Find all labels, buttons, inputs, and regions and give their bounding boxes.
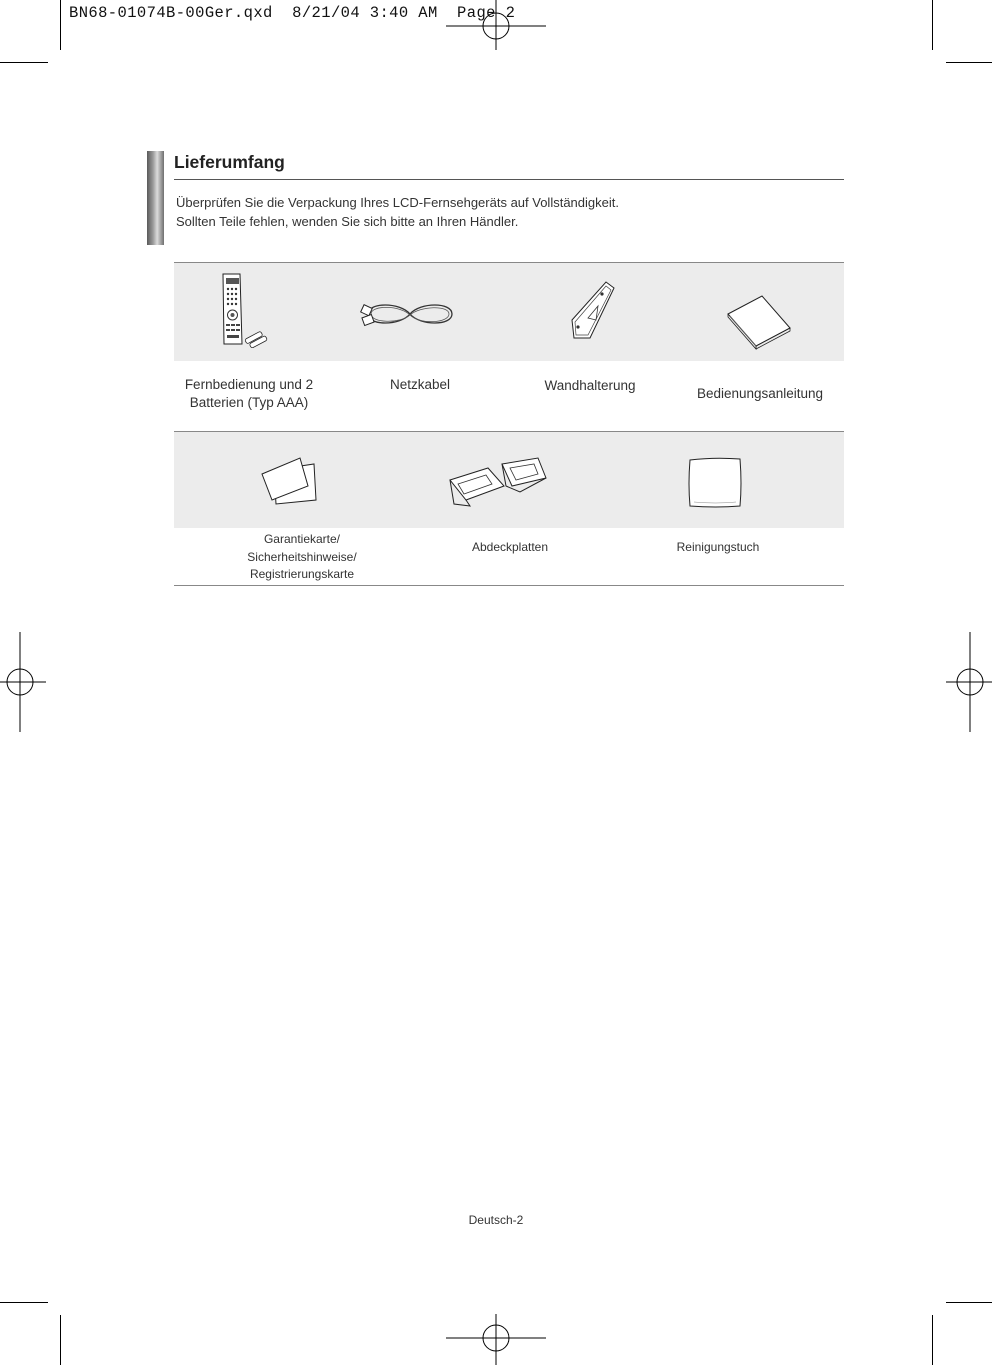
page-number: Deutsch-2 (468, 1213, 524, 1227)
remote-control-icon (218, 272, 268, 350)
caption-line: Registrierungskarte (249, 567, 355, 581)
section-marker-bar (147, 151, 164, 245)
caption-line: Garantiekarte/ (263, 532, 341, 546)
item-caption-remote (174, 376, 324, 412)
item-caption-wall-bracket (520, 377, 660, 395)
wall-bracket-icon (566, 280, 618, 342)
cards-icon (260, 456, 320, 504)
table-rule (174, 585, 844, 586)
item-caption-cloth (648, 539, 788, 557)
item-caption-cover-plates (440, 539, 580, 557)
caption-line: Netzkabel (389, 377, 451, 392)
caption-line: Fernbedienung und 2 (184, 377, 314, 392)
intro-line: Überprüfen Sie die Verpackung Ihres LCD-Fernsehgeräts auf Vollständigkeit. (176, 195, 619, 210)
registration-mark-right-icon (946, 632, 992, 732)
caption-line: Wandhalterung (544, 378, 636, 393)
section-title: Lieferumfang (174, 152, 285, 172)
registration-mark-bottom-icon (446, 1314, 546, 1365)
intro-text (176, 193, 619, 231)
caption-line: Reinigungstuch (676, 540, 760, 554)
item-caption-cards (222, 531, 382, 584)
title-rule (174, 179, 844, 180)
item-caption-manual (680, 385, 840, 403)
cloth-icon (686, 456, 744, 510)
caption-line: Sicherheitshinweise/ (247, 549, 357, 564)
registration-mark-left-icon (0, 632, 46, 732)
manual-icon (726, 294, 792, 346)
caption-line: Abdeckplatten (471, 540, 549, 554)
print-slug: BN68-01074B-00Ger.qxd 8/21/04 3:40 AM Page 2 (69, 4, 516, 22)
item-caption-power-cable (360, 376, 480, 394)
caption-line: Bedienungsanleitung (696, 386, 824, 401)
intro-line: Sollten Teile fehlen, wenden Sie sich bitte an Ihren Händler. (176, 214, 519, 229)
registration-mark-top-icon (446, 0, 546, 50)
power-cable-icon (360, 294, 460, 334)
caption-line: Batterien (Typ AAA) (189, 395, 309, 410)
cover-plates-icon (446, 456, 550, 508)
